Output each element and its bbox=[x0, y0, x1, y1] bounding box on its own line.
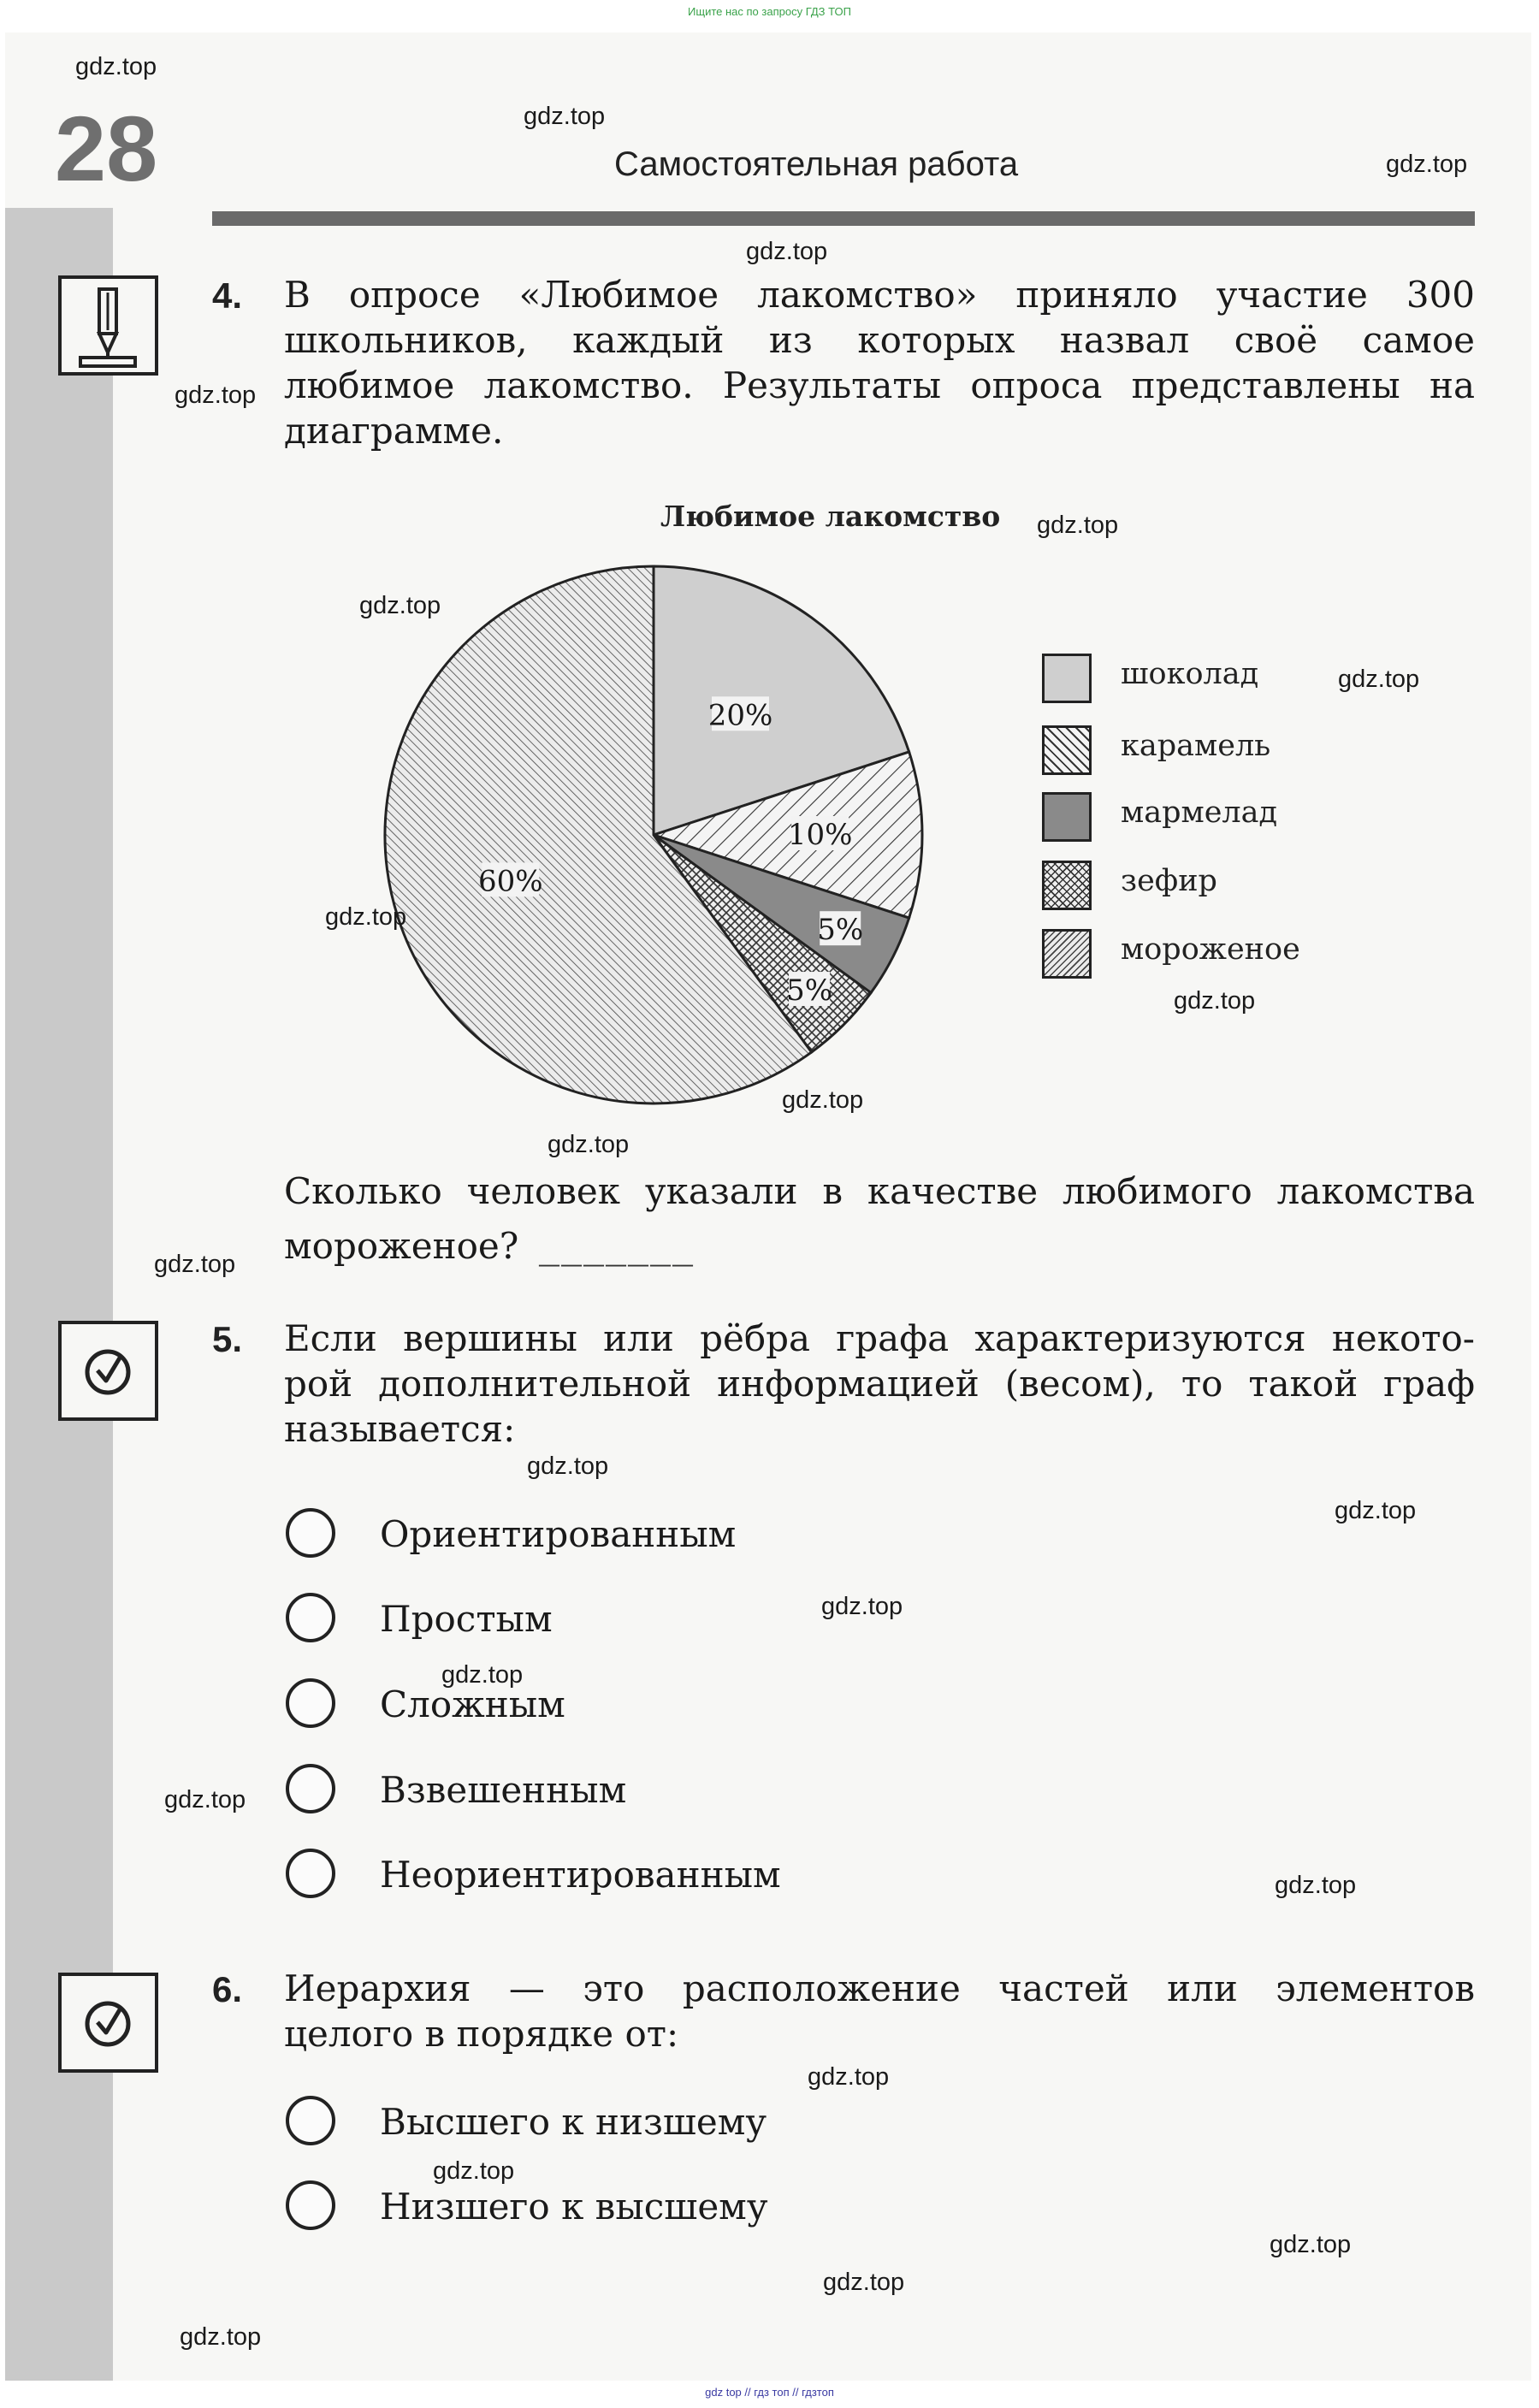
legend-swatch bbox=[1042, 929, 1092, 979]
slice-label-4: 60% bbox=[477, 864, 543, 899]
watermark: gdz.top bbox=[175, 382, 257, 409]
watermark: gdz.top bbox=[821, 1593, 903, 1620]
question-4-line-3: любимое лакомство. Результаты опроса представлены на bbox=[284, 364, 1475, 406]
question-6-line-1: Иерархия — это расположение частей или элементов bbox=[284, 1967, 1475, 2009]
watermark: gdz.top bbox=[524, 103, 606, 130]
question-4-number: 4. bbox=[212, 275, 243, 316]
legend-label: шоколад bbox=[1121, 657, 1259, 691]
check-circle-icon bbox=[58, 1973, 158, 2073]
watermark: gdz.top bbox=[782, 1086, 864, 1114]
question-5-line-2: рой дополнительной информацией (весом), то такой граф bbox=[284, 1363, 1475, 1405]
slice-label-0: 20% bbox=[707, 698, 773, 733]
watermark: gdz.top bbox=[180, 2323, 262, 2351]
pencil-icon bbox=[58, 275, 158, 376]
watermark: gdz.top bbox=[548, 1131, 630, 1158]
watermark: gdz.top bbox=[808, 2063, 890, 2091]
page-number: 28 bbox=[55, 97, 158, 200]
watermark: gdz.top bbox=[164, 1786, 246, 1813]
page-title: Самостоятельная работа bbox=[614, 145, 1019, 183]
legend-label: карамель bbox=[1121, 729, 1271, 763]
watermark: gdz.top bbox=[75, 53, 157, 80]
radio-button[interactable] bbox=[286, 2180, 335, 2230]
slice-label-2: 5% bbox=[817, 913, 864, 948]
legend-label: мармелад bbox=[1121, 796, 1278, 830]
watermark: gdz.top bbox=[433, 2157, 515, 2185]
header-rule bbox=[212, 211, 1475, 226]
watermark: gdz.top bbox=[823, 2269, 905, 2296]
option-label: Ориентированным bbox=[380, 1513, 737, 1555]
radio-button[interactable] bbox=[286, 1678, 335, 1728]
watermark: gdz.top bbox=[1335, 1497, 1417, 1524]
option-label: Низшего к высшему bbox=[380, 2186, 768, 2228]
watermark: gdz.top bbox=[1174, 987, 1256, 1015]
watermark: gdz.top bbox=[1037, 512, 1119, 539]
question-4-line-4: диаграмме. bbox=[284, 410, 504, 452]
watermark: gdz.top bbox=[154, 1251, 236, 1278]
radio-button[interactable] bbox=[286, 2096, 335, 2145]
watermark: gdz.top bbox=[1338, 666, 1420, 693]
question-6-line-2: целого в порядке от: bbox=[284, 2013, 679, 2055]
watermark: gdz.top bbox=[359, 592, 441, 619]
chart-title: Любимое лакомство bbox=[660, 500, 1001, 533]
legend-label: мороженое bbox=[1121, 932, 1300, 967]
answer-blank[interactable]: _______ bbox=[539, 1235, 696, 1274]
question-4-line-1: В опросе «Любимое лакомство» приняло участие 300 bbox=[284, 274, 1475, 316]
question-4-ask-line-2: мороженое? bbox=[284, 1225, 519, 1267]
watermark: gdz.top bbox=[441, 1661, 524, 1689]
slice-label-1: 10% bbox=[787, 818, 853, 852]
watermark: gdz.top bbox=[1386, 151, 1468, 178]
radio-button[interactable] bbox=[286, 1849, 335, 1898]
top-note: Ищите нас по запросу ГДЗ ТОП bbox=[688, 5, 851, 18]
option-label: Взвешенным bbox=[380, 1769, 627, 1811]
radio-button[interactable] bbox=[286, 1593, 335, 1642]
question-5-number: 5. bbox=[212, 1319, 243, 1359]
option-label: Высшего к низшему bbox=[380, 2101, 767, 2143]
legend-swatch bbox=[1042, 725, 1092, 775]
watermark: gdz.top bbox=[746, 238, 828, 265]
legend-swatch bbox=[1042, 861, 1092, 910]
option-label: Неориентированным bbox=[380, 1854, 781, 1896]
watermark: gdz.top bbox=[325, 903, 407, 931]
question-4-line-2: школьников, каждый из которых назвал своё самое bbox=[284, 319, 1475, 361]
legend-swatch bbox=[1042, 792, 1092, 842]
legend-label: зефир bbox=[1121, 864, 1217, 898]
question-4-ask-line-1: Сколько человек указали в качестве любимого лакомства bbox=[284, 1170, 1475, 1212]
slice-label-3: 5% bbox=[786, 973, 833, 1009]
radio-button[interactable] bbox=[286, 1764, 335, 1813]
question-6-number: 6. bbox=[212, 1969, 243, 2009]
check-circle-icon bbox=[58, 1321, 158, 1421]
watermark: gdz.top bbox=[527, 1452, 609, 1480]
option-label: Сложным bbox=[380, 1683, 565, 1725]
watermark: gdz.top bbox=[1270, 2231, 1352, 2258]
watermark: gdz.top bbox=[1275, 1872, 1357, 1899]
pie-chart bbox=[380, 558, 927, 1126]
legend-swatch bbox=[1042, 654, 1092, 703]
bottom-note: gdz top // гдз топ // гдзтоп bbox=[705, 2386, 834, 2399]
question-5-line-1: Если вершины или рёбра графа характеризуются некото- bbox=[284, 1317, 1475, 1359]
radio-button[interactable] bbox=[286, 1508, 335, 1558]
option-label: Простым bbox=[380, 1598, 553, 1640]
question-5-line-3: называется: bbox=[284, 1408, 516, 1450]
